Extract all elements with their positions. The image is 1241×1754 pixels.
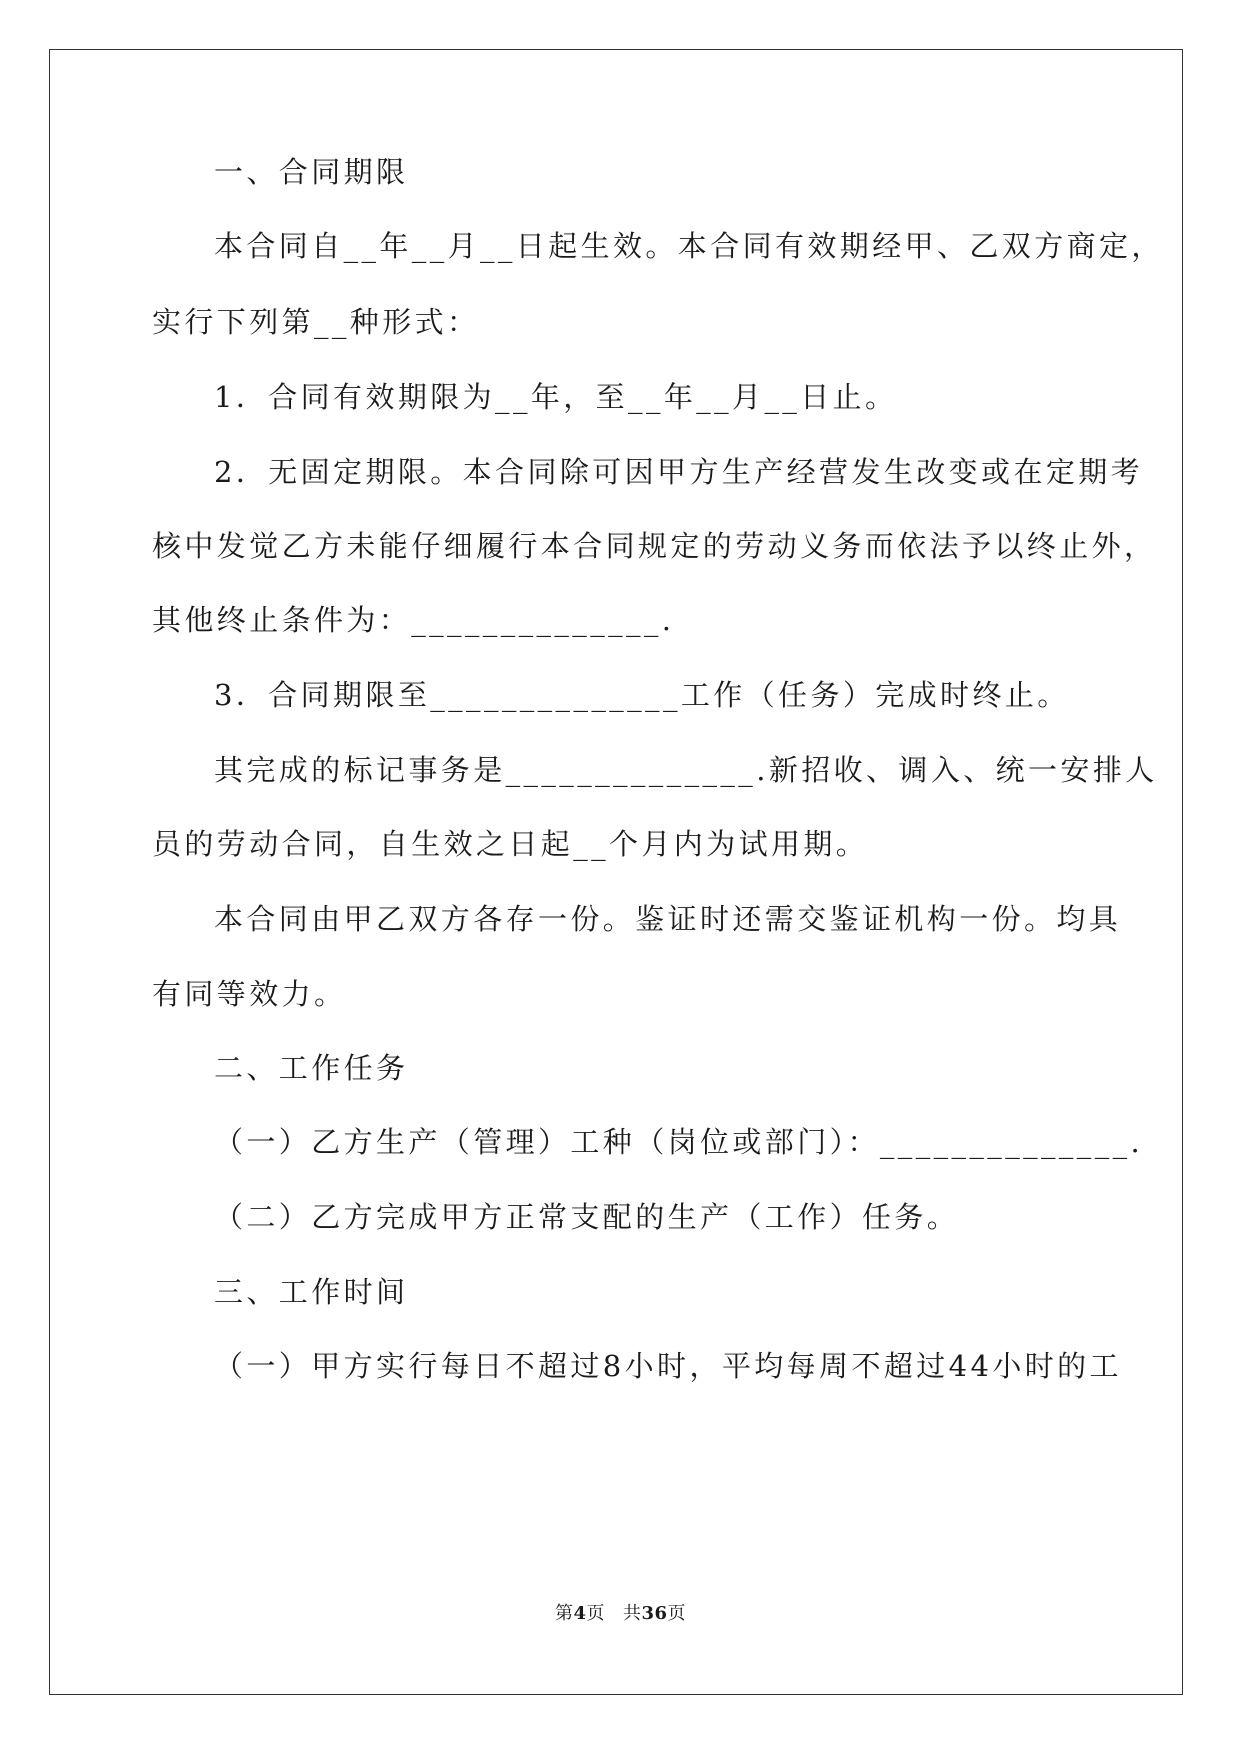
paragraph-line: 其他终止条件为：______________. [152, 603, 675, 637]
paragraph-line: （二）乙方完成甲方正常支配的生产（工作）任务。 [214, 1200, 960, 1234]
paragraph-line: 2．无固定期限。本合同除可因甲方生产经营发生改变或在定期考 [214, 455, 1144, 489]
paragraph-line: 核中发觉乙方未能仔细履行本合同规定的劳动义务而依法予以终止外， [152, 529, 1157, 563]
page-border [49, 49, 1183, 1695]
paragraph-line: 实行下列第__种形式： [152, 305, 480, 339]
footer-page-suffix: 页 [586, 1603, 605, 1624]
paragraph-line: 1．合同有效期限为__年，至__年__月__日止。 [214, 380, 898, 414]
paragraph-line: 本合同自__年__月__日起生效。本合同有效期经甲、乙双方商定， [214, 229, 1164, 263]
page-number-footer [0, 1599, 1241, 1625]
paragraph-line: 员的劳动合同，自生效之日起__个月内为试用期。 [152, 827, 869, 861]
paragraph-line: （一）甲方实行每日不超过8小时，平均每周不超过44小时的工 [214, 1349, 1122, 1383]
paragraph-line: 有同等效力。 [152, 977, 347, 1011]
section-heading-work-hours: 三、工作时间 [214, 1275, 409, 1309]
paragraph-line: 其完成的标记事务是______________.新招收、调入、统一安排人 [214, 753, 1158, 787]
paragraph-line: （一）乙方生产（管理）工种（岗位或部门）：______________. [214, 1125, 1144, 1159]
section-heading-work-tasks: 二、工作任务 [214, 1051, 409, 1085]
footer-page-total: 36 [641, 1603, 668, 1624]
footer-page-current: 4 [573, 1603, 587, 1624]
paragraph-line: 3．合同期限至______________工作（任务）完成时终止。 [214, 678, 1070, 712]
footer-total-suffix: 页 [667, 1603, 687, 1624]
footer-total-prefix: 共 [622, 1603, 642, 1624]
footer-page-prefix: 第 [554, 1603, 574, 1624]
section-heading-contract-term: 一、合同期限 [214, 155, 409, 189]
paragraph-line: 本合同由甲乙双方各存一份。鉴证时还需交鉴证机构一份。均具 [214, 902, 1122, 936]
